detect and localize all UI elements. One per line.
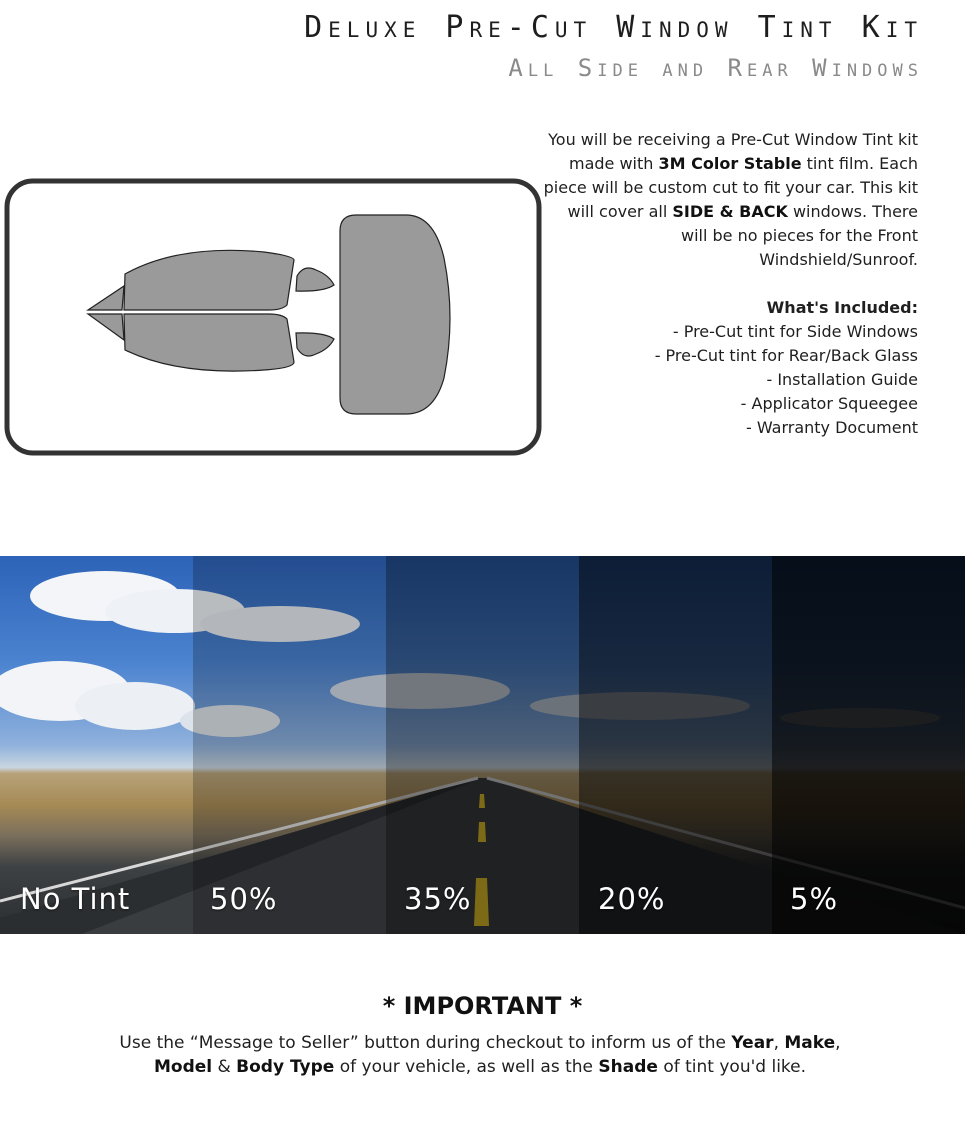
included-list <box>538 320 918 440</box>
window-layout-diagram <box>4 178 544 460</box>
tint-label-no-tint: No Tint <box>20 882 131 916</box>
description-paragraph: You will be receiving a Pre-Cut Window Tint kit made with 3M Color Stable tint film. Each piece will be custom cut to fit your car. This kit will cover all SIDE & BACK windows. There will be no pieces for the Front Windshield/Sunroof. <box>543 130 918 269</box>
important-note: Use the “Message to Seller” button during checkout to inform us of the Year, Make, Model & Body Type of your vehicle, as well as the Shade of tint you'd like. <box>119 1033 841 1077</box>
tint-label-35: 35% <box>404 882 472 916</box>
included-item: - Warranty Document <box>538 416 918 440</box>
tint-band-50 <box>193 556 386 934</box>
tint-comparison-photo <box>0 556 965 934</box>
field-shade: Shade <box>598 1057 658 1077</box>
important-heading: * IMPORTANT * <box>382 992 583 1020</box>
included-item: - Installation Guide <box>538 368 918 392</box>
tint-band-20 <box>579 556 772 934</box>
included-item: - Pre-Cut tint for Side Windows <box>538 320 918 344</box>
coverage: SIDE & BACK <box>672 202 788 221</box>
included-item: - Pre-Cut tint for Rear/Back Glass <box>538 344 918 368</box>
included-item: - Applicator Squeegee <box>538 392 918 416</box>
page-title: Deluxe Pre-Cut Window Tint Kit <box>304 10 923 45</box>
field-year: Year <box>731 1033 774 1053</box>
field-body-type: Body Type <box>236 1057 335 1077</box>
tint-label-5: 5% <box>790 882 839 916</box>
film-type: 3M Color Stable <box>658 154 802 173</box>
included-heading: What's Included: <box>766 298 918 317</box>
tint-band-35 <box>386 556 579 934</box>
tint-band-5 <box>772 556 965 934</box>
tint-label-50: 50% <box>210 882 278 916</box>
rear-glass <box>340 215 450 414</box>
tint-label-20: 20% <box>598 882 666 916</box>
field-model: Model <box>153 1057 213 1077</box>
tint-band-no-tint <box>0 556 193 934</box>
kit-description <box>538 128 918 440</box>
field-make: Make <box>784 1033 836 1053</box>
page-subtitle: All Side and Rear Windows <box>508 54 923 82</box>
